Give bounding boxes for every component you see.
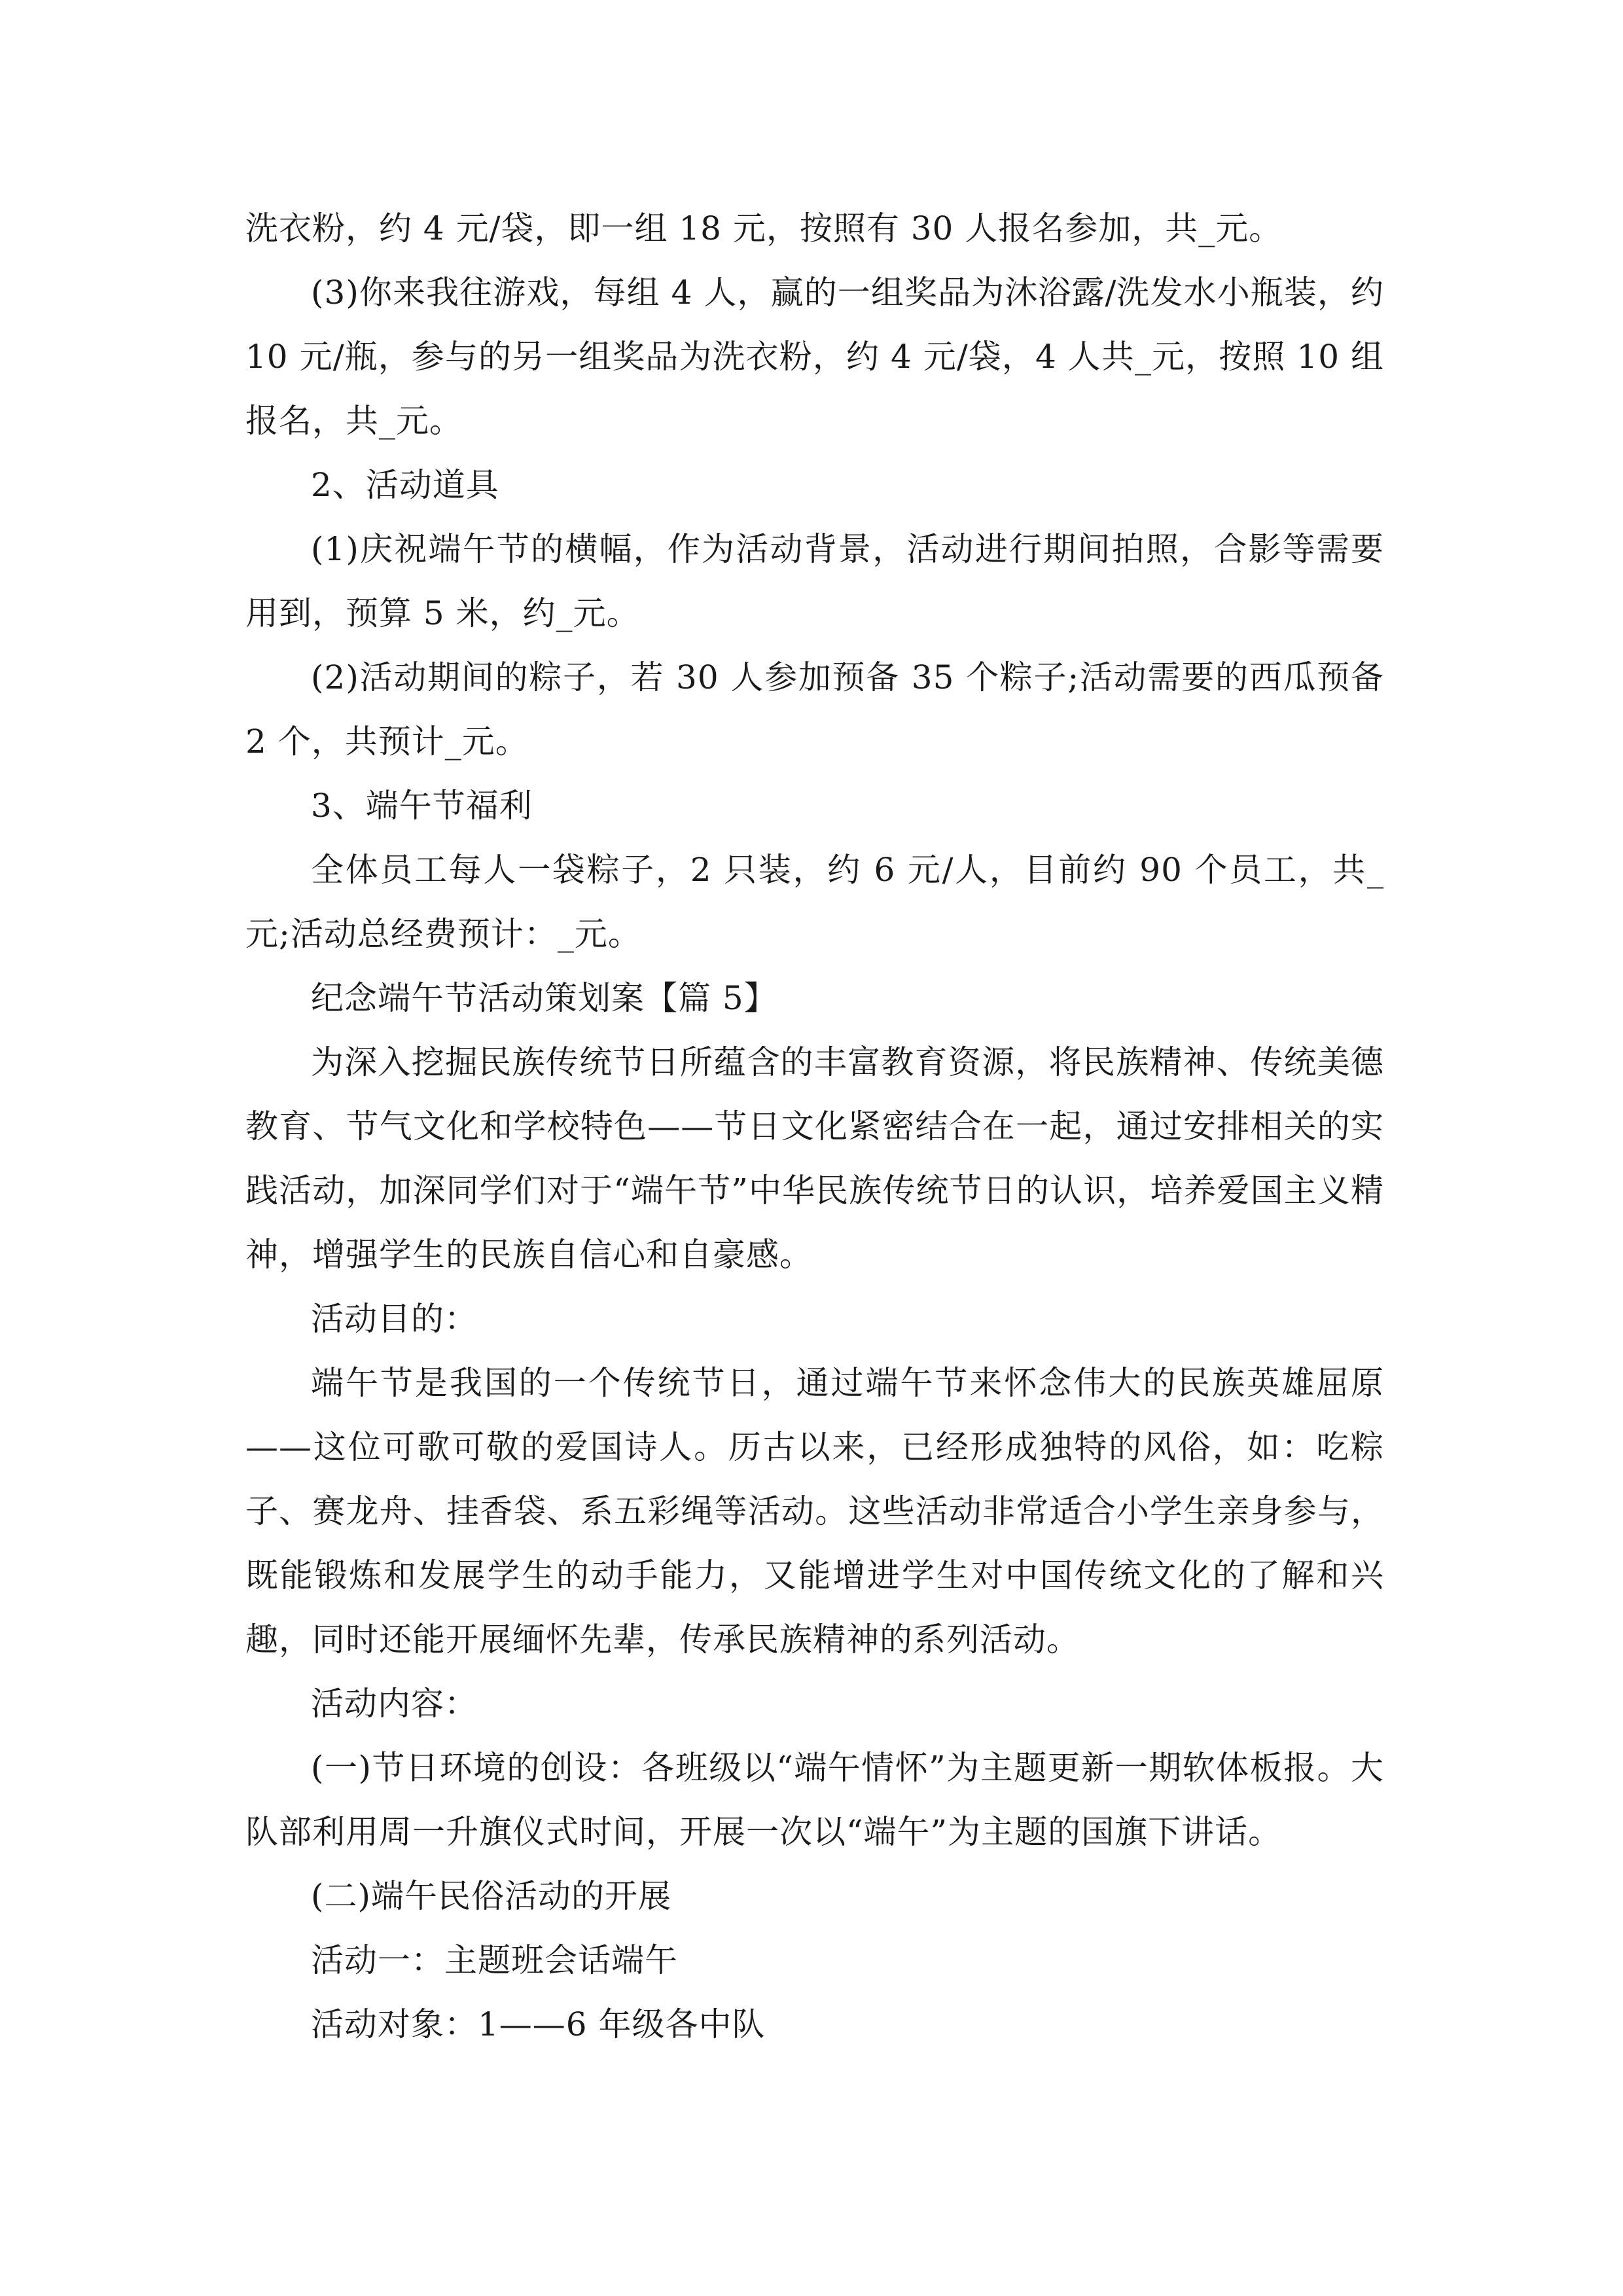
- paragraph-introduction: 为深入挖掘民族传统节日所蕴含的丰富教育资源，将民族精神、传统美德教育、节气文化和学校特色——节日文化紧密结合在一起，通过安排相关的实践活动，加深同学们对于“端午节”中华民族传统节日的认识，培养爱国主义精神，增强学生的民族自信心和自豪感。: [245, 1043, 1384, 1274]
- paragraph-staff-welfare: 全体员工每人一袋粽子，2 只装，约 6 元/人，目前约 90 个员工，共_元;活动总经费预计：_元。: [245, 851, 1384, 953]
- section-title-plan-5: 纪念端午节活动策划案【篇 5】: [311, 979, 777, 1017]
- heading-activity-content: 活动内容：: [311, 1685, 478, 1723]
- heading-festival-welfare: 3、端午节福利: [311, 787, 533, 825]
- paragraph-activity-target: 活动对象：1——6 年级各中队: [311, 2005, 766, 2043]
- heading-activity-one: 活动一：主题班会话端午: [311, 1941, 678, 1979]
- paragraph-zongzi-watermelon: (2)活动期间的粽子，若 30 人参加预备 35 个粽子;活动需要的西瓜预备 2 个，共预计_元。: [245, 658, 1384, 761]
- heading-activity-props: 2、活动道具: [311, 466, 499, 504]
- paragraph-purpose-body: 端午节是我国的一个传统节日，通过端午节来怀念伟大的民族英雄屈原——这位可歌可敬的爱国诗人。历古以来，已经形成独特的风俗，如：吃粽子、赛龙舟、挂香袋、系五彩绳等活动。这些活动非常适合小学生亲身参与，既能锻炼和发展学生的动手能力，又能增进学生对中国传统文化的了解和兴趣，同时还能开展缅怀先辈，传承民族精神的系列活动。: [245, 1364, 1384, 1659]
- paragraph-environment-setup: (一)节日环境的创设：各班级以“端午情怀”为主题更新一期软体板报。大队部利用周一升旗仪式时间，开展一次以“端午”为主题的国旗下讲话。: [245, 1749, 1384, 1851]
- paragraph-banner: (1)庆祝端午节的横幅，作为活动背景，活动进行期间拍照，合影等需要用到，预算 5 米，约_元。: [245, 530, 1384, 632]
- heading-folk-activities: (二)端午民俗活动的开展: [311, 1877, 672, 1915]
- paragraph-game-prizes: (3)你来我往游戏，每组 4 人，赢的一组奖品为沐浴露/洗发水小瓶装，约 10 元/瓶，参与的另一组奖品为洗衣粉，约 4 元/袋，4 人共_元，按照 10 组报名，共_元。: [245, 274, 1384, 440]
- document-page: [245, 196, 1384, 2056]
- heading-activity-purpose: 活动目的：: [311, 1300, 478, 1338]
- paragraph-detergent-cost: 洗衣粉，约 4 元/袋，即一组 18 元，按照有 30 人报名参加，共_元。: [245, 209, 1283, 247]
